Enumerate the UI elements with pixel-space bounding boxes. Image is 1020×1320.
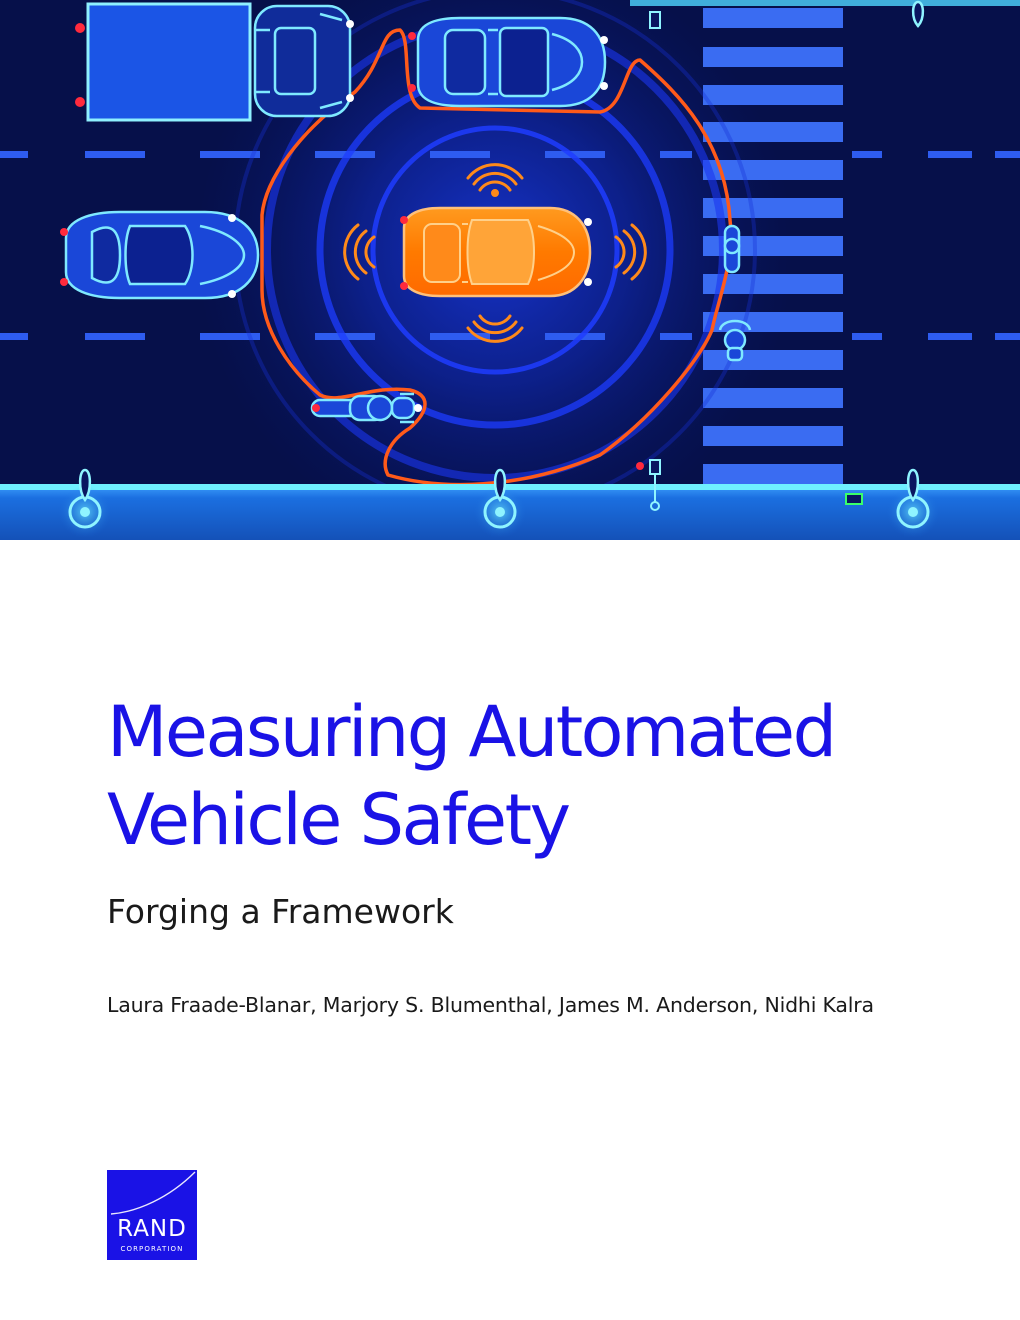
report-title (107, 688, 835, 864)
autonomous-car-head-light (584, 278, 592, 286)
car-head-light (600, 82, 608, 90)
top-curb (630, 0, 1020, 6)
traffic-signal (650, 12, 660, 28)
motorcycle-head-light (414, 404, 422, 412)
autonomous-car-tail-light (400, 216, 408, 224)
car-left-tail-light (60, 228, 68, 236)
rand-logo (107, 1170, 197, 1260)
report-title-line-2: Vehicle Safety (107, 779, 569, 861)
truck-head-light (346, 94, 354, 102)
author-list: Laura Fraade-Blanar, Marjory S. Blumenthal, James M. Anderson, Nidhi Kalra (107, 993, 874, 1017)
truck-tail-light (75, 97, 85, 107)
motorcycle-tail-light (312, 404, 320, 412)
signal-red-dot (636, 462, 644, 470)
car-tail-light (408, 32, 416, 40)
truck-head-light (346, 20, 354, 28)
cover-illustration (0, 0, 1020, 540)
car-left-head-light (228, 214, 236, 222)
car-top (418, 18, 605, 106)
crossing-signal-light (846, 494, 862, 504)
cyclist (725, 226, 739, 272)
report-title-line-1: Measuring Automated (107, 691, 835, 773)
truck-tail-light (75, 23, 85, 33)
car-head-light (600, 36, 608, 44)
autonomous-car-head-light (584, 218, 592, 226)
street-lamp (913, 2, 923, 26)
rand-logo-name: RAND (117, 1216, 187, 1242)
car-left-head-light (228, 290, 236, 298)
report-subtitle: Forging a Framework (107, 892, 454, 931)
autonomous-car-tail-light (400, 282, 408, 290)
car-left (66, 212, 258, 298)
rand-logo-subtext: CORPORATION (120, 1245, 184, 1253)
truck (88, 4, 350, 120)
car-left-tail-light (60, 278, 68, 286)
car-tail-light (408, 84, 416, 92)
autonomous-car (404, 208, 590, 296)
